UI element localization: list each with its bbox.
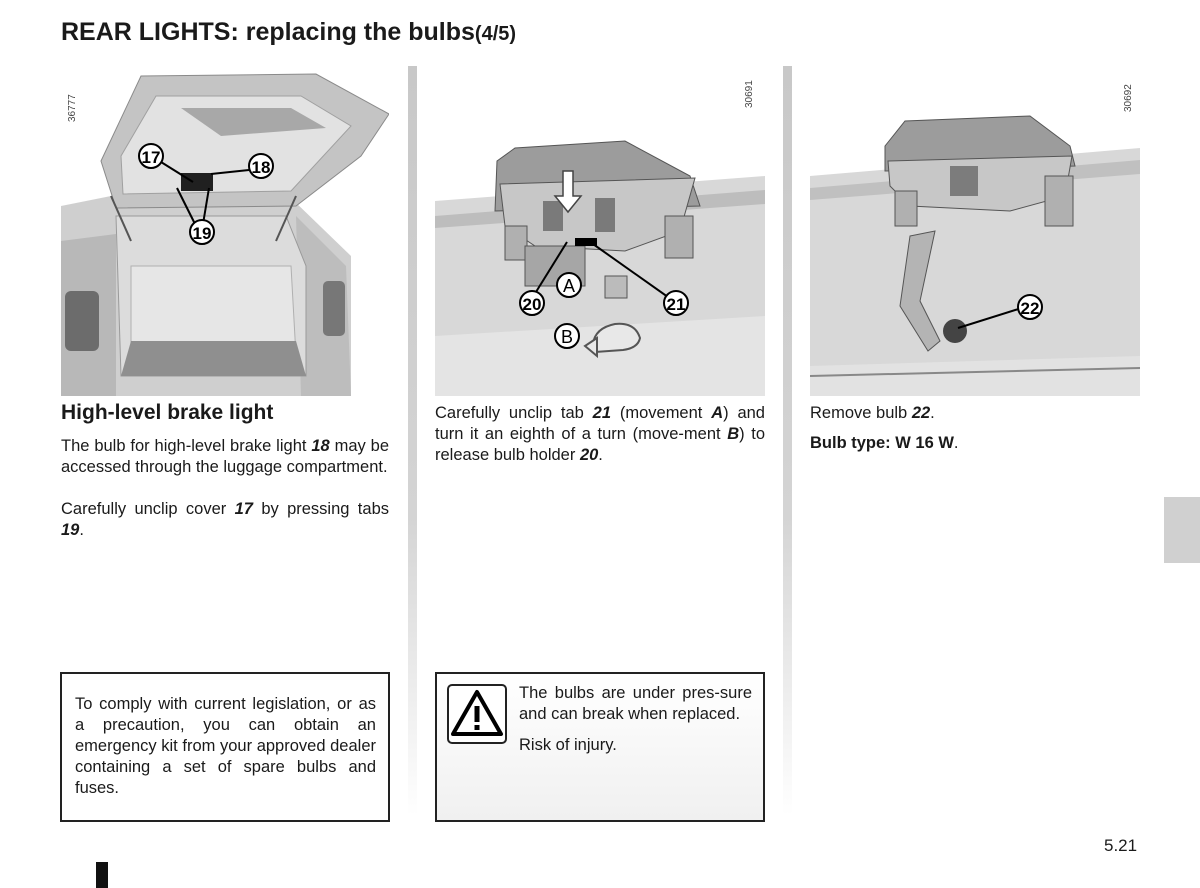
paragraph-access: The bulb for high-level brake light 18 may be accessed through the luggage compartment. [61, 437, 389, 476]
callout-17 [139, 144, 163, 168]
column-separator [408, 66, 417, 816]
warning-box [435, 672, 765, 822]
note-box-emergency-kit [60, 672, 390, 822]
figure-ref: 30691 [744, 80, 755, 108]
callout-20 [520, 291, 544, 315]
svg-text:18: 18 [251, 158, 271, 177]
warning-line-2: Risk of injury. [519, 736, 617, 754]
warning-triangle-icon [447, 684, 507, 744]
paragraph-unclip-tab: Carefully unclip tab 21 (movement A) and turn it an eighth of a turn (move-ment B) to release bulb holder 20. [435, 404, 765, 464]
figure-remove-bulb [810, 66, 1140, 396]
figure-bulb-holder-unclip [435, 66, 765, 396]
callout-B [555, 324, 579, 348]
section-heading: High-level brake light [61, 401, 274, 424]
callout-18 [249, 154, 273, 178]
svg-text:17: 17 [141, 148, 161, 167]
svg-text:19: 19 [192, 224, 212, 243]
paragraph-remove-bulb: Remove bulb 22. [810, 404, 935, 422]
svg-text:22: 22 [1020, 299, 1040, 318]
svg-text:20: 20 [522, 295, 542, 314]
page-title: REAR LIGHTS: replacing the bulbs(4/5) [61, 18, 517, 46]
callout-19 [190, 220, 214, 244]
corner-mark [96, 862, 108, 888]
paragraph-unclip-cover: Carefully unclip cover 17 by pressing tabs 19. [61, 500, 389, 539]
note-text: To comply with current legislation, or as a precaution, you can obtain an emergency kit from your approved dealer containing a set of spare bulbs and fuses. [75, 695, 376, 797]
figure-tailgate [61, 66, 389, 396]
figure-ref: 30692 [1123, 84, 1134, 112]
warning-line-1: The bulbs are under pres-sure and can break when replaced. [519, 684, 752, 723]
column-separator [783, 66, 792, 816]
callout-A [557, 273, 581, 297]
chapter-tab [1164, 497, 1200, 563]
figure-ref: 36777 [67, 94, 78, 122]
callout-22 [1018, 295, 1042, 319]
svg-text:A: A [562, 276, 576, 296]
paragraph-bulb-type: Bulb type: W 16 W. [810, 434, 959, 452]
warning-text [519, 683, 752, 756]
svg-text:21: 21 [666, 295, 686, 314]
svg-text:B: B [560, 327, 574, 347]
callout-21 [664, 291, 688, 315]
page-number: 5.21 [1104, 836, 1138, 855]
